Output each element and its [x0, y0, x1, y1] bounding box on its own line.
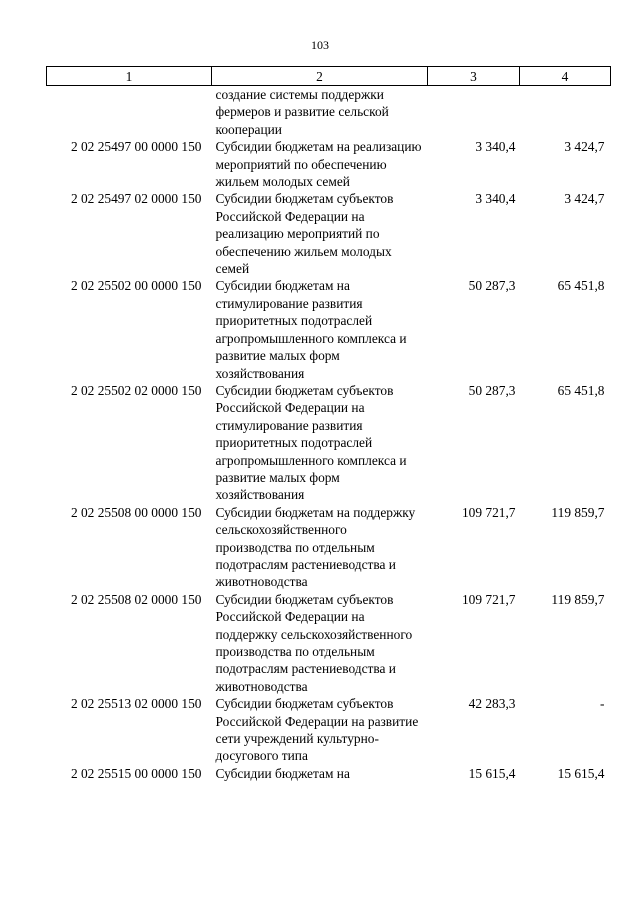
- row-name: Субсидии бюджетам на реализацию мероприятий по обеспечению жильем молодых семей: [215, 139, 422, 190]
- row-name: Субсидии бюджетам субъектов Российской Федерации на реализацию мероприятий по обеспечению жильем молодых семей: [215, 191, 394, 277]
- row-code: 2 02 25513 02 0000 150: [70, 696, 202, 712]
- row-name: Субсидии бюджетам на поддержку сельскохозяйственного производства по отдельным подотраслям растениеводства и животноводства: [215, 504, 416, 590]
- row-code: 2 02 25502 00 0000 150: [70, 278, 202, 294]
- row-name: Субсидии бюджетам на: [215, 765, 350, 781]
- row-code: 2 02 25515 00 0000 150: [70, 765, 202, 781]
- row-value-col4: 3 424,7: [564, 191, 605, 207]
- row-value-col3: 42 283,3: [468, 696, 516, 712]
- row-value-col4: 119 859,7: [551, 591, 605, 607]
- budget-table: [46, 66, 611, 782]
- row-code: 2 02 25497 00 0000 150: [70, 139, 202, 155]
- row-value-col4: 65 451,8: [557, 382, 605, 398]
- row-value-col3: [428, 86, 520, 139]
- row-value-col3: 3 340,4: [475, 139, 516, 155]
- row-name: создание системы поддержки фермеров и развитие сельской кооперации: [215, 87, 389, 137]
- table-row: [47, 504, 611, 591]
- row-value-col4: 119 859,7: [551, 504, 605, 520]
- row-name: Субсидии бюджетам субъектов Российской Федерации на поддержку сельскохозяйственного производства по отдельным подотраслям растениеводства и животноводства: [215, 591, 413, 694]
- row-name: Субсидии бюджетам субъектов Российской Федерации на развитие сети учреждений культурно-досугового типа: [215, 696, 419, 764]
- table-row: [47, 86, 611, 139]
- table-row: [47, 190, 611, 277]
- row-value-col4: 65 451,8: [557, 278, 605, 294]
- row-value-col3: 15 615,4: [468, 765, 516, 781]
- header-col-4: 4: [520, 67, 611, 86]
- page-number: 103: [311, 38, 329, 52]
- header-col-1: 1: [47, 67, 212, 86]
- table-row: [47, 695, 611, 765]
- row-value-col4: [520, 86, 611, 139]
- row-code: [47, 86, 212, 139]
- table-body: [47, 86, 611, 783]
- row-code: 2 02 25508 00 0000 150: [70, 504, 202, 520]
- row-value-col4: -: [600, 696, 605, 712]
- row-name: Субсидии бюджетам на стимулирование развития приоритетных подотраслей агропромышленного комплекса и развитие малых форм хозяйствования: [215, 278, 407, 381]
- table-row: [47, 591, 611, 695]
- row-value-col3: 109 721,7: [461, 504, 516, 520]
- row-value-col3: 3 340,4: [475, 191, 516, 207]
- table-header: [47, 67, 611, 86]
- header-col-3: 3: [428, 67, 520, 86]
- row-value-col4: 15 615,4: [557, 765, 605, 781]
- row-value-col4: 3 424,7: [564, 139, 605, 155]
- table-row: [47, 382, 611, 504]
- table-row: [47, 138, 611, 190]
- header-row: [47, 67, 611, 86]
- row-value-col3: 50 287,3: [468, 278, 516, 294]
- row-code: 2 02 25502 02 0000 150: [70, 382, 202, 398]
- table-row: [47, 765, 611, 782]
- table-row: [47, 277, 611, 381]
- row-value-col3: 109 721,7: [461, 591, 516, 607]
- row-value-col3: 50 287,3: [468, 382, 516, 398]
- row-code: 2 02 25508 02 0000 150: [70, 591, 202, 607]
- row-code: 2 02 25497 02 0000 150: [70, 191, 202, 207]
- header-col-2: 2: [212, 67, 428, 86]
- row-name: Субсидии бюджетам субъектов Российской Федерации на стимулирование развития приоритетных подотраслей агропромышленного комплекса и развитие малых форм хозяйствования: [215, 382, 407, 503]
